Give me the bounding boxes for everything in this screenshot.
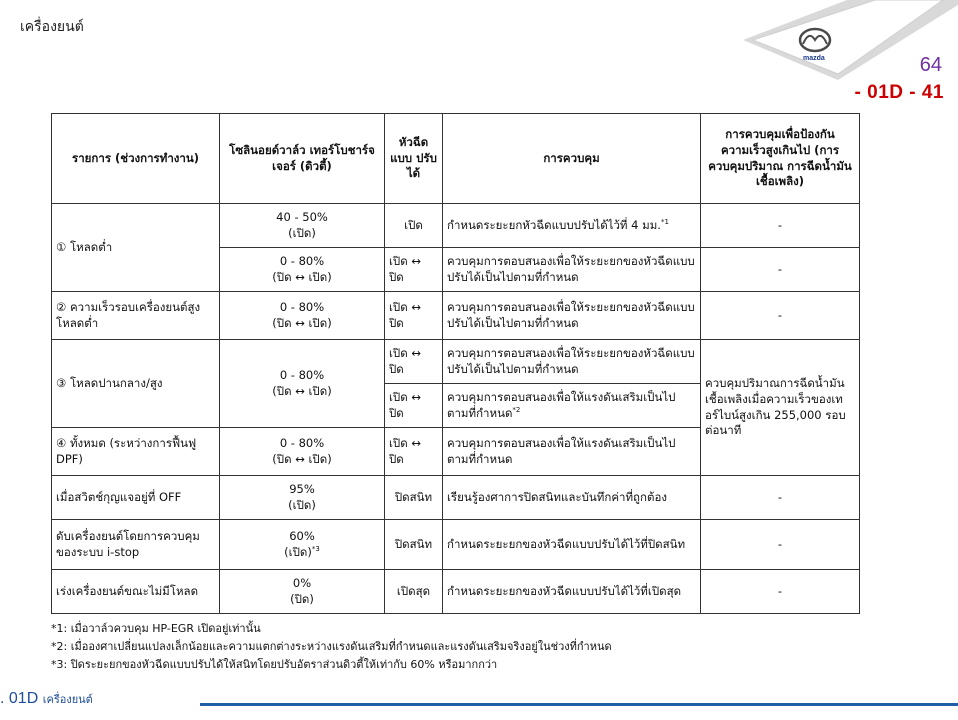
solenoid-cell: 0 - 80% (ปิด ↔ เปิด) [220, 428, 385, 476]
control-cell: กำหนดระยะยกหัวฉีดแบบปรับได้ไว้ที่ 4 มม.$^{*1}$ [443, 204, 701, 248]
control-cell: กำหนดระยะยกของหัวฉีดแบบปรับได้ไว้ที่เปิดสุด [443, 570, 701, 614]
page-header-title: เครื่องยนต์ [20, 19, 84, 35]
overspeed-cell: - [701, 520, 860, 570]
item-cell: ดับเครื่องยนต์โดยการควบคุมของระบบ i-stop [52, 520, 220, 570]
item-cell: ④ ทั้งหมด (ระหว่างการฟื้นฟู DPF) [52, 428, 220, 476]
header-nozzle: หัวฉีด แบบ ปรับได้ [385, 114, 443, 204]
footnote-2: *2: เมื่อองศาเปลี่ยนแปลงเล็กน้อยและความแตกต่างระหว่างแรงดันเสริมที่กำหนดและแรงดันเสริมจริงอยู่ในช่วงที่กำหนด [51, 640, 612, 654]
overspeed-cell: ควบคุมปริมาณการฉีดน้ำมันเชื้อเพลิงเมื่อความเร็วของเทอร์ไบน์สูงเกิน 255,000 รอบต่อนาที [701, 340, 860, 476]
section-code: - 01D - 41 [854, 82, 944, 103]
overspeed-cell: - [701, 292, 860, 340]
overspeed-cell: - [701, 248, 860, 292]
table-row [52, 476, 860, 520]
control-cell: ควบคุมการตอบสนองเพื่อให้ระยะยกของหัวฉีดแบบปรับได้เป็นไปตามที่กำหนด [443, 340, 701, 384]
item-cell: เมื่อสวิตช์กุญแจอยู่ที่ OFF [52, 476, 220, 520]
table-row [52, 204, 860, 248]
solenoid-cell: 40 - 50% (เปิด) [220, 204, 385, 248]
item-cell: ① โหลดต่ำ [52, 204, 220, 292]
overspeed-cell: - [701, 476, 860, 520]
overspeed-cell: - [701, 570, 860, 614]
nozzle-cell: เปิด ↔ ปิด [385, 428, 443, 476]
nozzle-cell: เปิด ↔ ปิด [385, 340, 443, 384]
table-row [52, 292, 860, 340]
control-cell: เรียนรู้องศาการปิดสนิทและบันทึกค่าที่ถูกต้อง [443, 476, 701, 520]
table-row [52, 570, 860, 614]
footer-section [0, 690, 93, 708]
footnote-1: *1: เมื่อวาล์วควบคุม HP-EGR เปิดอยู่เท่านั้น [51, 622, 261, 635]
table-row [52, 520, 860, 570]
nozzle-cell: เปิดสุด [385, 570, 443, 614]
control-cell: กำหนดระยะยกของหัวฉีดแบบปรับได้ไว้ที่ปิดสนิท [443, 520, 701, 570]
overspeed-cell: - [701, 204, 860, 248]
item-cell: ② ความเร็วรอบเครื่องยนต์สูงโหลดต่ำ [52, 292, 220, 340]
table-row [52, 340, 860, 384]
control-cell: ควบคุมการตอบสนองเพื่อให้แรงดันเสริมเป็นไปตามที่กำหนด$^{*2}$ [443, 384, 701, 428]
footer-code: . 01D [0, 690, 39, 707]
footer-divider [200, 703, 958, 706]
item-cell: เร่งเครื่องยนต์ขณะไม่มีโหลด [52, 570, 220, 614]
header-overspeed: การควบคุมเพื่อป้องกัน ความเร็วสูงเกินไป (การควบคุมปริมาณ การฉีดน้ำมันเชื้อเพลิง) [701, 114, 860, 204]
footnotes [51, 620, 612, 674]
table-header-row [52, 114, 860, 204]
page-number: 64 [919, 54, 942, 76]
spec-table [51, 113, 860, 614]
nozzle-cell: เปิด ↔ ปิด [385, 292, 443, 340]
control-cell: ควบคุมการตอบสนองเพื่อให้แรงดันเสริมเป็นไปตามที่กำหนด [443, 428, 701, 476]
logo-text: mazda [803, 55, 825, 62]
footnote-3: *3: ปิดระยะยกของหัวฉีดแบบปรับได้ให้สนิทโดยปรับอัตราส่วนดิวตี้ให้เท่ากับ 60% หรือมากกว่า [51, 658, 498, 672]
footer-label: เครื่องยนต์ [42, 694, 93, 706]
header-solenoid: โซลินอยด์วาล์ว เทอร์โบชาร์จเจอร์ (ดิวตี้) [220, 114, 385, 204]
nozzle-cell: ปิดสนิท [385, 476, 443, 520]
solenoid-cell: 0% (ปิด) [220, 570, 385, 614]
nozzle-cell: ปิดสนิท [385, 520, 443, 570]
solenoid-cell: 0 - 80% (ปิด ↔ เปิด) [220, 292, 385, 340]
item-cell: ③ โหลดปานกลาง/สูง [52, 340, 220, 428]
control-cell: ควบคุมการตอบสนองเพื่อให้ระยะยกของหัวฉีดแบบปรับได้เป็นไปตามที่กำหนด [443, 292, 701, 340]
solenoid-cell: 95% (เปิด) [220, 476, 385, 520]
solenoid-cell: 60% (เปิด)$^{*3}$ [220, 520, 385, 570]
nozzle-cell: เปิด ↔ ปิด [385, 248, 443, 292]
control-cell: ควบคุมการตอบสนองเพื่อให้ระยะยกของหัวฉีดแบบปรับได้เป็นไปตามที่กำหนด [443, 248, 701, 292]
header-item: รายการ (ช่วงการทำงาน) [52, 114, 220, 204]
solenoid-cell: 0 - 80% (ปิด ↔ เปิด) [220, 248, 385, 292]
nozzle-cell: เปิด ↔ ปิด [385, 384, 443, 428]
solenoid-cell: 0 - 80% (ปิด ↔ เปิด) [220, 340, 385, 428]
header-control: การควบคุม [443, 114, 701, 204]
nozzle-cell: เปิด [385, 204, 443, 248]
